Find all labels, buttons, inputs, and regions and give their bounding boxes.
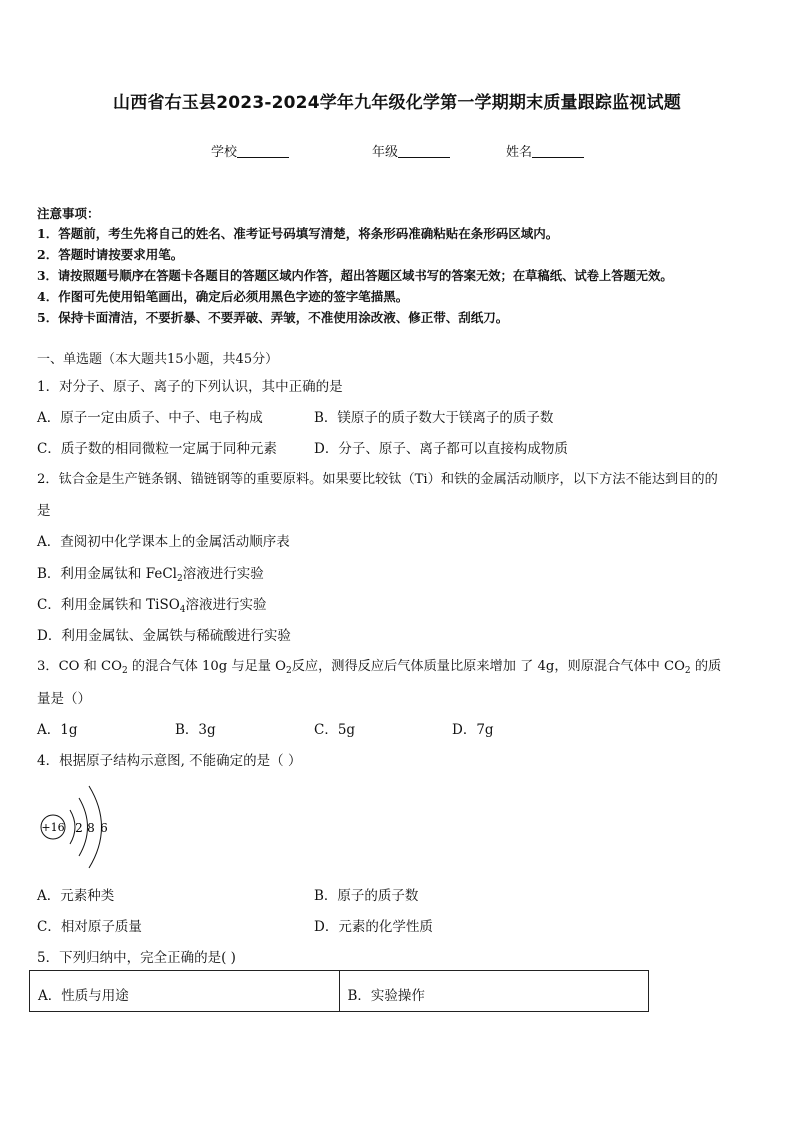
q2-option-b-text: B．利用金属钛和 FeCl — [37, 566, 177, 582]
q4-option-c[interactable]: C．相对原子质量 — [37, 919, 142, 935]
subscript: 2 — [176, 574, 183, 584]
q5-table — [29, 970, 649, 1012]
q3-option-b[interactable]: B．3g — [175, 722, 216, 738]
page-title: 山西省右玉县2023-2024学年九年级化学第一学期期末质量跟踪监视试题 — [113, 93, 681, 113]
q3-stem-part: 的质 — [690, 659, 722, 674]
name-blank[interactable] — [532, 144, 584, 158]
subscript: 4 — [179, 605, 186, 615]
note-item: 2．答题时请按要求用笔。 — [37, 247, 184, 262]
grade-blank[interactable] — [398, 144, 450, 158]
q1-stem: 1．对分子、原子、离子的下列认识，其中正确的是 — [37, 379, 343, 395]
q4-option-d[interactable]: D．元素的化学性质 — [314, 919, 433, 935]
atomic-structure-diagram — [36, 780, 126, 875]
q4-option-a[interactable]: A．元素种类 — [37, 888, 115, 904]
note-item: 3．请按照题号顺序在答题卡各题目的答题区域内作答，超出答题区域书写的答案无效；在草稿纸、试卷上答题无效。 — [37, 268, 673, 283]
q2-option-b[interactable] — [37, 562, 264, 582]
q5-table-cell-b: B．实验操作 — [339, 971, 649, 1011]
grade-label: 年级 — [372, 145, 399, 160]
q1-option-b[interactable]: B．镁原子的质子数大于镁离子的质子数 — [314, 410, 554, 426]
q3-option-a[interactable]: A．1g — [37, 722, 78, 738]
q2-option-c-text-end: 溶液进行实验 — [185, 597, 267, 613]
q2-option-a[interactable]: A．查阅初中化学课本上的金属活动顺序表 — [37, 534, 290, 550]
shell-electron-count: 8 — [87, 821, 95, 835]
q5-table-cell-a: A．性质与用途 — [38, 988, 129, 1004]
q2-stem-continued: 是 — [37, 503, 51, 519]
q2-option-b-text-end: 溶液进行实验 — [182, 566, 264, 582]
note-item: 4．作图可先使用铅笔画出，确定后必须用黑色字迹的签字笔描黑。 — [37, 289, 409, 304]
q2-option-d[interactable]: D．利用金属钛、金属铁与稀硫酸进行实验 — [37, 628, 291, 644]
school-blank[interactable] — [237, 144, 289, 158]
subscript: 2 — [121, 666, 128, 676]
shell-electron-count: 2 — [75, 821, 83, 835]
q1-option-a[interactable]: A．原子一定由质子、中子、电子构成 — [37, 410, 263, 426]
shell-electron-count: 6 — [100, 821, 108, 835]
q4-stem: 4．根据原子结构示意图, 不能确定的是（ ） — [37, 753, 302, 769]
q3-option-c[interactable]: C．5g — [314, 722, 356, 738]
q1-option-d[interactable]: D．分子、原子、离子都可以直接构成物质 — [314, 441, 568, 457]
section-heading: 一、单选题（本大题共15小题，共45分） — [37, 352, 279, 367]
q3-stem-part: 3．CO 和 CO — [37, 659, 122, 674]
school-field — [211, 141, 289, 160]
subscript: 2 — [684, 666, 691, 676]
note-item: 5．保持卡面清洁，不要折暴、不要弄破、弄皱，不准使用涂改液、修正带、刮纸刀。 — [37, 310, 509, 325]
q2-option-c-text: C．利用金属铁和 TiSO — [37, 597, 180, 613]
q2-stem: 2．钛合金是生产链条钢、锚链钢等的重要原料。如果要比较钛（Ti）和铁的金属活动顺序，以下方法不能达到目的的 — [37, 472, 718, 487]
q1-option-c[interactable]: C．质子数的相同微粒一定属于同种元素 — [37, 441, 277, 457]
q3-stem-continued: 量是（） — [37, 691, 91, 707]
notes-heading: 注意事项： — [37, 206, 100, 221]
name-field — [506, 141, 584, 160]
q3-stem-part: 反应，测得反应后气体质量比原来增加 了 4g，则原混合气体中 CO — [291, 659, 685, 674]
q3-stem-part: 的混合气体 10g 与足量 O — [127, 659, 286, 674]
q3-stem — [37, 655, 721, 674]
q2-option-c[interactable] — [37, 593, 267, 613]
subscript: 2 — [286, 666, 292, 676]
school-label: 学校 — [211, 145, 238, 160]
name-label: 姓名 — [506, 145, 533, 160]
q3-option-d[interactable]: D．7g — [452, 722, 494, 738]
grade-field — [372, 141, 450, 160]
nucleus-charge: +16 — [41, 821, 65, 834]
q4-option-b[interactable]: B．原子的质子数 — [314, 888, 419, 904]
note-item: 1．答题前，考生先将自己的姓名、准考证号码填写清楚，将条形码准确粘贴在条形码区域内。 — [37, 226, 559, 241]
q5-stem: 5．下列归纳中，完全正确的是( ) — [37, 950, 236, 966]
